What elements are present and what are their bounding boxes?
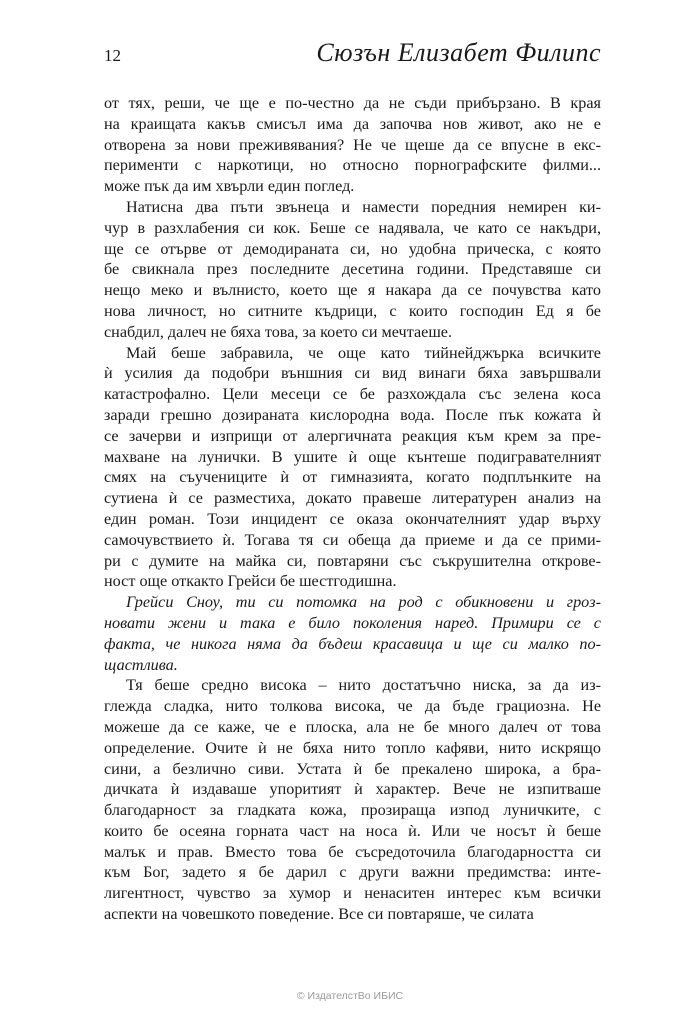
text-line: един роман. Този инцидент се оказа окончателният удар върху — [104, 509, 601, 528]
text-line: заради грешно дозираната кислородна вода. После пък кожата ѝ — [104, 405, 601, 424]
text-line: нещо меко и вълнисто, което ще я накара да се почувства като — [104, 281, 601, 300]
text-line: малък и прав. Вместо това бе съсредоточила благодарността си — [104, 842, 601, 861]
text-line: Тя беше средно висока – нито достатъчно ниска, за да из- — [126, 676, 601, 695]
text-line: определение. Очите ѝ не бяха нито топло кафяви, нито искрящо — [104, 738, 601, 757]
paragraph — [104, 93, 601, 197]
text-line: на краищата какъв смисъл има да започва нов живот, ако не е — [104, 114, 601, 133]
running-title: Сюзън Елизабет Филипс — [316, 38, 601, 67]
text-line: сутиена ѝ се разместиха, докато правеше литературен анализ на — [104, 489, 601, 508]
text-line: махване на лунички. В ушите ѝ още кънтеше подигравателният — [104, 447, 601, 466]
paragraph — [104, 343, 601, 593]
text-line: ще се отърве от демодираната си, но удобна прическа, с която — [104, 239, 601, 258]
text-line: от тях, реши, че ще е по-честно да не съди прибързано. В края — [104, 94, 601, 112]
text-line: ри с думите на майка си, повтаряни със съкрушителна открове- — [104, 551, 601, 570]
text-line: сини, а безлично сиви. Устата ѝ бе прекалено широка, а бра- — [104, 759, 601, 778]
text-line: смях на съучениците ѝ от гимназията, когато подплънките на — [104, 468, 601, 487]
text-line: отворена за нови преживявания? Не че щеше да се впусне в екс- — [104, 135, 601, 154]
text-line: перименти с наркотици, но относно порнографските филми... — [104, 156, 601, 175]
text-line: лигентност, чувство за хумор и ненаситен интерес към всички — [104, 884, 601, 903]
text-line: се зачерви и изприщи от алергичната реакция към крем за пре- — [104, 426, 601, 445]
text-line: които бе осеяна горната част на носа ѝ. Или че носът ѝ беше — [104, 821, 601, 840]
page-number: 12 — [104, 46, 121, 65]
text-line: Натисна два пъти звънеца и намести поредния немирен ки- — [126, 197, 601, 216]
copyright-footer: © ИздателстВо ИБИС — [296, 990, 404, 1002]
text-line: дичката ѝ издаваше упоритият ѝ характер. Вече не изпитваше — [104, 780, 601, 799]
text-line: чур в разхлабения си кок. Беше се надявала, че като се накъдри, — [104, 218, 601, 237]
text-line: катастрофално. Цели месеци се бе разхождала със зелена коса — [104, 385, 601, 404]
text-line: Грейси Сноу, ти си потомка на род с обикновени и грoз- — [126, 593, 601, 612]
paragraph — [104, 197, 601, 343]
text-line: ѝ усилия да подобри външния си вид винаги бяха завършвали — [104, 364, 601, 383]
text-line: нова личност, но ситните къдрици, с които господин Ед я бе — [104, 301, 601, 320]
text-line: можеше да се каже, че е плоска, ала не бе много далеч от това — [104, 717, 601, 736]
text-line: новати жени и така е било поколения наред. Примири се с — [104, 613, 601, 632]
text-line: аспекти на човешкото поведение. Все си повтаряше, че силата — [104, 905, 534, 924]
text-line: снабдил, далеч не бяха това, за което си мечтаеше. — [104, 322, 453, 341]
text-line: благодарност за гладката кожа, прозираща изпод луничките, с — [104, 801, 601, 820]
paragraph — [104, 675, 601, 925]
text-line: ност още откакто Грейси бе шестгодишна. — [104, 572, 397, 591]
text-line: към Бог, задето я бе дарил с други важни предимства: инте- — [104, 863, 601, 882]
page-header — [104, 38, 601, 74]
text-line: може пък да им хвърли един поглед. — [104, 177, 355, 196]
paragraph — [104, 592, 601, 675]
body-text — [104, 93, 601, 925]
text-line: самочувствието ѝ. Тогава тя си обеща да приеме и да се прими- — [104, 530, 601, 549]
text-line: бе свикнала през последните десетина години. Представяше си — [104, 260, 601, 279]
text-line: Май беше забравила, че още като тийнейджърка всичките — [126, 343, 601, 362]
text-line: щастлива. — [104, 655, 178, 674]
text-line: глежда сладка, нито толкова висока, че да бъде грациозна. Не — [104, 697, 601, 716]
text-line: факта, че никога няма да бъдеш красавица и ще си малко по- — [104, 634, 601, 653]
